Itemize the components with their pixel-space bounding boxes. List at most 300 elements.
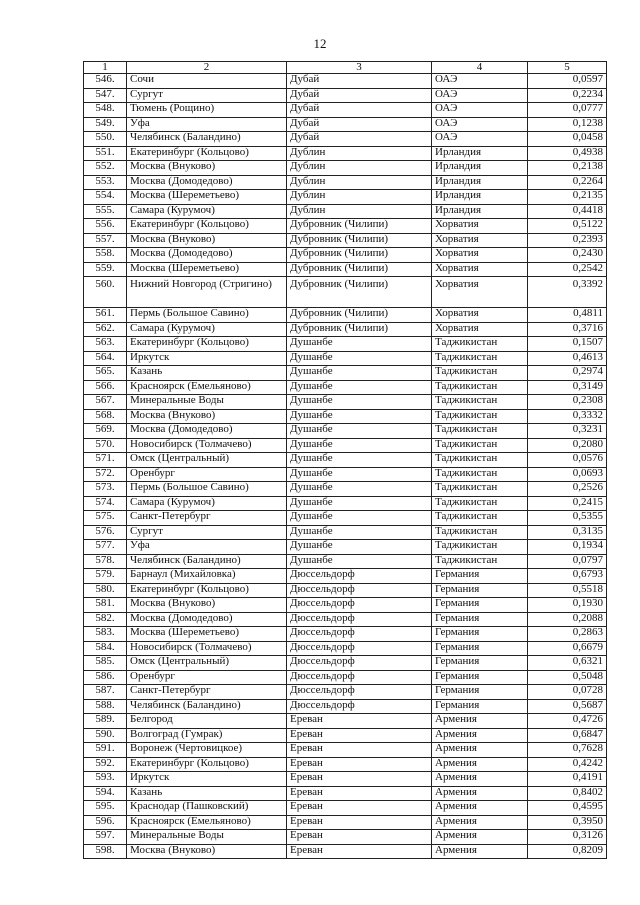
destination-cell: Ереван — [287, 786, 432, 801]
table-row — [84, 511, 607, 526]
origin-cell: Казань — [127, 366, 287, 381]
value-cell: 0,4726 — [528, 714, 607, 729]
origin-cell: Красноярск (Емельяново) — [127, 815, 287, 830]
table-row — [84, 395, 607, 410]
value-cell: 0,5687 — [528, 699, 607, 714]
table-row — [84, 117, 607, 132]
row-number-cell: 563. — [84, 337, 127, 352]
table-row — [84, 844, 607, 859]
destination-cell: Дюссельдорф — [287, 627, 432, 642]
origin-cell: Екатеринбург (Кольцово) — [127, 337, 287, 352]
value-cell: 0,5122 — [528, 219, 607, 234]
origin-cell: Москва (Внуково) — [127, 409, 287, 424]
origin-cell: Екатеринбург (Кольцово) — [127, 583, 287, 598]
table-row — [84, 772, 607, 787]
country-cell: Таджикистан — [432, 424, 528, 439]
row-number-cell: 551. — [84, 146, 127, 161]
destination-cell: Душанбе — [287, 380, 432, 395]
row-number-cell: 572. — [84, 467, 127, 482]
origin-cell: Челябинск (Баландино) — [127, 554, 287, 569]
origin-cell: Москва (Домодедово) — [127, 248, 287, 263]
row-number-cell: 586. — [84, 670, 127, 685]
column-header-origin: 2 — [127, 62, 287, 74]
origin-cell: Казань — [127, 786, 287, 801]
value-cell: 0,3950 — [528, 815, 607, 830]
destination-cell: Ереван — [287, 772, 432, 787]
country-cell: Армения — [432, 830, 528, 845]
table-row — [84, 728, 607, 743]
row-number-cell: 566. — [84, 380, 127, 395]
origin-cell: Челябинск (Баландино) — [127, 132, 287, 147]
country-cell: Хорватия — [432, 248, 528, 263]
country-cell: Хорватия — [432, 277, 528, 308]
country-cell: Армения — [432, 757, 528, 772]
destination-cell: Дублин — [287, 146, 432, 161]
country-cell: Таджикистан — [432, 337, 528, 352]
row-number-cell: 585. — [84, 656, 127, 671]
destination-cell: Душанбе — [287, 482, 432, 497]
destination-cell: Ереван — [287, 757, 432, 772]
country-cell: Германия — [432, 699, 528, 714]
origin-cell: Новосибирск (Толмачево) — [127, 438, 287, 453]
row-number-cell: 583. — [84, 627, 127, 642]
destination-cell: Дюссельдорф — [287, 598, 432, 613]
destination-cell: Ереван — [287, 830, 432, 845]
table-row — [84, 88, 607, 103]
origin-cell: Красноярск (Емельяново) — [127, 380, 287, 395]
value-cell: 0,3392 — [528, 277, 607, 308]
origin-cell: Минеральные Воды — [127, 395, 287, 410]
table-row — [84, 74, 607, 89]
value-cell: 0,8209 — [528, 844, 607, 859]
row-number-cell: 549. — [84, 117, 127, 132]
origin-cell: Екатеринбург (Кольцово) — [127, 757, 287, 772]
country-cell: Армения — [432, 743, 528, 758]
origin-cell: Москва (Шереметьево) — [127, 190, 287, 205]
destination-cell: Ереван — [287, 815, 432, 830]
table-row — [84, 351, 607, 366]
table-row — [84, 380, 607, 395]
country-cell: Германия — [432, 641, 528, 656]
table-row — [84, 598, 607, 613]
country-cell: Хорватия — [432, 308, 528, 323]
origin-cell: Москва (Внуково) — [127, 598, 287, 613]
table-row — [84, 743, 607, 758]
country-cell: Армения — [432, 728, 528, 743]
country-cell: Таджикистан — [432, 380, 528, 395]
row-number-cell: 561. — [84, 308, 127, 323]
country-cell: Армения — [432, 815, 528, 830]
row-number-cell: 570. — [84, 438, 127, 453]
table-row — [84, 786, 607, 801]
value-cell: 0,0728 — [528, 685, 607, 700]
destination-cell: Душанбе — [287, 438, 432, 453]
country-cell: Таджикистан — [432, 351, 528, 366]
country-cell: Таджикистан — [432, 409, 528, 424]
column-header-number: 1 — [84, 62, 127, 74]
value-cell: 0,4938 — [528, 146, 607, 161]
destination-cell: Дюссельдорф — [287, 685, 432, 700]
row-number-cell: 565. — [84, 366, 127, 381]
destination-cell: Ереван — [287, 801, 432, 816]
row-number-cell: 554. — [84, 190, 127, 205]
row-number-cell: 571. — [84, 453, 127, 468]
country-cell: Хорватия — [432, 262, 528, 277]
origin-cell: Краснодар (Пашковский) — [127, 801, 287, 816]
value-cell: 0,6793 — [528, 569, 607, 584]
origin-cell: Оренбург — [127, 670, 287, 685]
row-number-cell: 574. — [84, 496, 127, 511]
row-number-cell: 595. — [84, 801, 127, 816]
table-row — [84, 801, 607, 816]
value-cell: 0,5048 — [528, 670, 607, 685]
row-number-cell: 584. — [84, 641, 127, 656]
destination-cell: Дубай — [287, 117, 432, 132]
value-cell: 0,6847 — [528, 728, 607, 743]
country-cell: ОАЭ — [432, 88, 528, 103]
value-cell: 0,0458 — [528, 132, 607, 147]
table-row — [84, 467, 607, 482]
row-number-cell: 580. — [84, 583, 127, 598]
origin-cell: Уфа — [127, 540, 287, 555]
origin-cell: Москва (Домодедово) — [127, 612, 287, 627]
row-number-cell: 550. — [84, 132, 127, 147]
origin-cell: Тюмень (Рощино) — [127, 103, 287, 118]
value-cell: 0,7628 — [528, 743, 607, 758]
value-cell: 0,8402 — [528, 786, 607, 801]
destination-cell: Дюссельдорф — [287, 612, 432, 627]
origin-cell: Самара (Курумоч) — [127, 496, 287, 511]
value-cell: 0,0576 — [528, 453, 607, 468]
column-header-destination: 3 — [287, 62, 432, 74]
destination-cell: Дюссельдорф — [287, 583, 432, 598]
column-header-country: 4 — [432, 62, 528, 74]
country-cell: Германия — [432, 656, 528, 671]
destination-cell: Дубровник (Чилипи) — [287, 219, 432, 234]
table-header-row — [84, 62, 607, 74]
table-row — [84, 366, 607, 381]
country-cell: Германия — [432, 685, 528, 700]
table-row — [84, 699, 607, 714]
origin-cell: Воронеж (Чертовицкое) — [127, 743, 287, 758]
destination-cell: Душанбе — [287, 525, 432, 540]
table-row — [84, 670, 607, 685]
table-row — [84, 656, 607, 671]
destination-cell: Дублин — [287, 190, 432, 205]
destination-cell: Дубровник (Чилипи) — [287, 322, 432, 337]
row-number-cell: 556. — [84, 219, 127, 234]
row-number-cell: 593. — [84, 772, 127, 787]
value-cell: 0,2080 — [528, 438, 607, 453]
row-number-cell: 557. — [84, 233, 127, 248]
routes-table — [83, 61, 607, 859]
value-cell: 0,2308 — [528, 395, 607, 410]
table-row — [84, 496, 607, 511]
row-number-cell: 560. — [84, 277, 127, 308]
row-number-cell: 577. — [84, 540, 127, 555]
origin-cell: Самара (Курумоч) — [127, 204, 287, 219]
origin-cell: Екатеринбург (Кольцово) — [127, 219, 287, 234]
country-cell: ОАЭ — [432, 74, 528, 89]
origin-cell: Москва (Домодедово) — [127, 424, 287, 439]
origin-cell: Омск (Центральный) — [127, 656, 287, 671]
destination-cell: Душанбе — [287, 496, 432, 511]
table-row — [84, 424, 607, 439]
table-row — [84, 146, 607, 161]
value-cell: 0,2974 — [528, 366, 607, 381]
destination-cell: Дубай — [287, 132, 432, 147]
destination-cell: Дублин — [287, 204, 432, 219]
country-cell: Армения — [432, 714, 528, 729]
origin-cell: Барнаул (Михайловка) — [127, 569, 287, 584]
table-row — [84, 830, 607, 845]
value-cell: 0,4595 — [528, 801, 607, 816]
destination-cell: Душанбе — [287, 467, 432, 482]
origin-cell: Самара (Курумоч) — [127, 322, 287, 337]
value-cell: 0,6321 — [528, 656, 607, 671]
table-row — [84, 685, 607, 700]
table-row — [84, 612, 607, 627]
origin-cell: Омск (Центральный) — [127, 453, 287, 468]
value-cell: 0,3231 — [528, 424, 607, 439]
destination-cell: Душанбе — [287, 424, 432, 439]
value-cell: 0,5355 — [528, 511, 607, 526]
table-row — [84, 175, 607, 190]
row-number-cell: 559. — [84, 262, 127, 277]
country-cell: Хорватия — [432, 219, 528, 234]
row-number-cell: 548. — [84, 103, 127, 118]
value-cell: 0,3716 — [528, 322, 607, 337]
country-cell: ОАЭ — [432, 117, 528, 132]
row-number-cell: 555. — [84, 204, 127, 219]
table-row — [84, 204, 607, 219]
country-cell: Ирландия — [432, 204, 528, 219]
country-cell: Таджикистан — [432, 554, 528, 569]
table-row — [84, 714, 607, 729]
table-row — [84, 540, 607, 555]
row-number-cell: 578. — [84, 554, 127, 569]
row-number-cell: 573. — [84, 482, 127, 497]
value-cell: 0,2135 — [528, 190, 607, 205]
value-cell: 0,2542 — [528, 262, 607, 277]
destination-cell: Душанбе — [287, 554, 432, 569]
destination-cell: Душанбе — [287, 540, 432, 555]
value-cell: 0,2264 — [528, 175, 607, 190]
destination-cell: Дубай — [287, 103, 432, 118]
destination-cell: Ереван — [287, 743, 432, 758]
row-number-cell: 576. — [84, 525, 127, 540]
origin-cell: Сургут — [127, 88, 287, 103]
row-number-cell: 594. — [84, 786, 127, 801]
table-row — [84, 453, 607, 468]
value-cell: 0,2088 — [528, 612, 607, 627]
table-row — [84, 641, 607, 656]
row-number-cell: 581. — [84, 598, 127, 613]
origin-cell: Новосибирск (Толмачево) — [127, 641, 287, 656]
origin-cell: Екатеринбург (Кольцово) — [127, 146, 287, 161]
destination-cell: Душанбе — [287, 351, 432, 366]
table-row — [84, 569, 607, 584]
value-cell: 0,3135 — [528, 525, 607, 540]
table-row — [84, 482, 607, 497]
value-cell: 0,0797 — [528, 554, 607, 569]
origin-cell: Уфа — [127, 117, 287, 132]
value-cell: 0,6679 — [528, 641, 607, 656]
table-row — [84, 815, 607, 830]
destination-cell: Ереван — [287, 728, 432, 743]
row-number-cell: 588. — [84, 699, 127, 714]
row-number-cell: 547. — [84, 88, 127, 103]
origin-cell: Санкт-Петербург — [127, 685, 287, 700]
origin-cell: Белгород — [127, 714, 287, 729]
country-cell: Армения — [432, 786, 528, 801]
origin-cell: Волгоград (Гумрак) — [127, 728, 287, 743]
table-row — [84, 233, 607, 248]
value-cell: 0,0597 — [528, 74, 607, 89]
row-number-cell: 590. — [84, 728, 127, 743]
table-row — [84, 525, 607, 540]
country-cell: Таджикистан — [432, 540, 528, 555]
country-cell: Ирландия — [432, 161, 528, 176]
value-cell: 0,1934 — [528, 540, 607, 555]
origin-cell: Санкт-Петербург — [127, 511, 287, 526]
value-cell: 0,2415 — [528, 496, 607, 511]
destination-cell: Дюссельдорф — [287, 641, 432, 656]
origin-cell: Москва (Шереметьево) — [127, 627, 287, 642]
table-row — [84, 277, 607, 308]
value-cell: 0,4191 — [528, 772, 607, 787]
value-cell: 0,5518 — [528, 583, 607, 598]
row-number-cell: 568. — [84, 409, 127, 424]
column-header-value: 5 — [528, 62, 607, 74]
table-row — [84, 248, 607, 263]
table-row — [84, 132, 607, 147]
country-cell: Германия — [432, 598, 528, 613]
table-row — [84, 627, 607, 642]
country-cell: Германия — [432, 627, 528, 642]
value-cell: 0,1238 — [528, 117, 607, 132]
row-number-cell: 567. — [84, 395, 127, 410]
row-number-cell: 558. — [84, 248, 127, 263]
destination-cell: Душанбе — [287, 337, 432, 352]
row-number-cell: 597. — [84, 830, 127, 845]
origin-cell: Москва (Шереметьево) — [127, 262, 287, 277]
country-cell: Германия — [432, 583, 528, 598]
country-cell: Таджикистан — [432, 453, 528, 468]
country-cell: Германия — [432, 612, 528, 627]
table-row — [84, 757, 607, 772]
value-cell: 0,3126 — [528, 830, 607, 845]
value-cell: 0,2863 — [528, 627, 607, 642]
country-cell: Таджикистан — [432, 496, 528, 511]
destination-cell: Душанбе — [287, 409, 432, 424]
country-cell: Хорватия — [432, 322, 528, 337]
destination-cell: Дубровник (Чилипи) — [287, 308, 432, 323]
destination-cell: Дублин — [287, 175, 432, 190]
destination-cell: Ереван — [287, 844, 432, 859]
destination-cell: Дубай — [287, 88, 432, 103]
destination-cell: Дюссельдорф — [287, 569, 432, 584]
row-number-cell: 575. — [84, 511, 127, 526]
origin-cell: Пермь (Большое Савино) — [127, 308, 287, 323]
destination-cell: Дубровник (Чилипи) — [287, 233, 432, 248]
destination-cell: Душанбе — [287, 395, 432, 410]
value-cell: 0,2430 — [528, 248, 607, 263]
origin-cell: Москва (Внуково) — [127, 233, 287, 248]
country-cell: Армения — [432, 801, 528, 816]
country-cell: Армения — [432, 844, 528, 859]
destination-cell: Душанбе — [287, 366, 432, 381]
origin-cell: Иркутск — [127, 772, 287, 787]
table-row — [84, 308, 607, 323]
row-number-cell: 592. — [84, 757, 127, 772]
table-row — [84, 583, 607, 598]
value-cell: 0,0693 — [528, 467, 607, 482]
value-cell: 0,3332 — [528, 409, 607, 424]
country-cell: Таджикистан — [432, 467, 528, 482]
origin-cell: Пермь (Большое Савино) — [127, 482, 287, 497]
destination-cell: Дубровник (Чилипи) — [287, 248, 432, 263]
value-cell: 0,3149 — [528, 380, 607, 395]
row-number-cell: 591. — [84, 743, 127, 758]
value-cell: 0,4811 — [528, 308, 607, 323]
row-number-cell: 553. — [84, 175, 127, 190]
country-cell: Таджикистан — [432, 366, 528, 381]
row-number-cell: 546. — [84, 74, 127, 89]
value-cell: 0,2393 — [528, 233, 607, 248]
row-number-cell: 587. — [84, 685, 127, 700]
value-cell: 0,2234 — [528, 88, 607, 103]
country-cell: Ирландия — [432, 175, 528, 190]
table-row — [84, 161, 607, 176]
origin-cell: Иркутск — [127, 351, 287, 366]
destination-cell: Дубровник (Чилипи) — [287, 262, 432, 277]
value-cell: 0,1930 — [528, 598, 607, 613]
value-cell: 0,2138 — [528, 161, 607, 176]
country-cell: Таджикистан — [432, 438, 528, 453]
origin-cell: Сургут — [127, 525, 287, 540]
table-row — [84, 554, 607, 569]
origin-cell: Оренбург — [127, 467, 287, 482]
page-number: 12 — [313, 36, 327, 51]
row-number-cell: 569. — [84, 424, 127, 439]
country-cell: Германия — [432, 569, 528, 584]
destination-cell: Дюссельдорф — [287, 670, 432, 685]
origin-cell: Москва (Внуково) — [127, 844, 287, 859]
value-cell: 0,4242 — [528, 757, 607, 772]
table-row — [84, 262, 607, 277]
row-number-cell: 579. — [84, 569, 127, 584]
country-cell: Ирландия — [432, 190, 528, 205]
row-number-cell: 552. — [84, 161, 127, 176]
destination-cell: Душанбе — [287, 511, 432, 526]
origin-cell: Нижний Новгород (Стригино) — [127, 277, 287, 308]
origin-cell: Челябинск (Баландино) — [127, 699, 287, 714]
value-cell: 0,2526 — [528, 482, 607, 497]
table-row — [84, 409, 607, 424]
country-cell: ОАЭ — [432, 103, 528, 118]
destination-cell: Дубровник (Чилипи) — [287, 277, 432, 308]
destination-cell: Дюссельдорф — [287, 656, 432, 671]
table-row — [84, 322, 607, 337]
country-cell: Германия — [432, 670, 528, 685]
origin-cell: Сочи — [127, 74, 287, 89]
table-row — [84, 103, 607, 118]
country-cell: Ирландия — [432, 146, 528, 161]
table-row — [84, 438, 607, 453]
country-cell: Армения — [432, 772, 528, 787]
destination-cell: Дюссельдорф — [287, 699, 432, 714]
